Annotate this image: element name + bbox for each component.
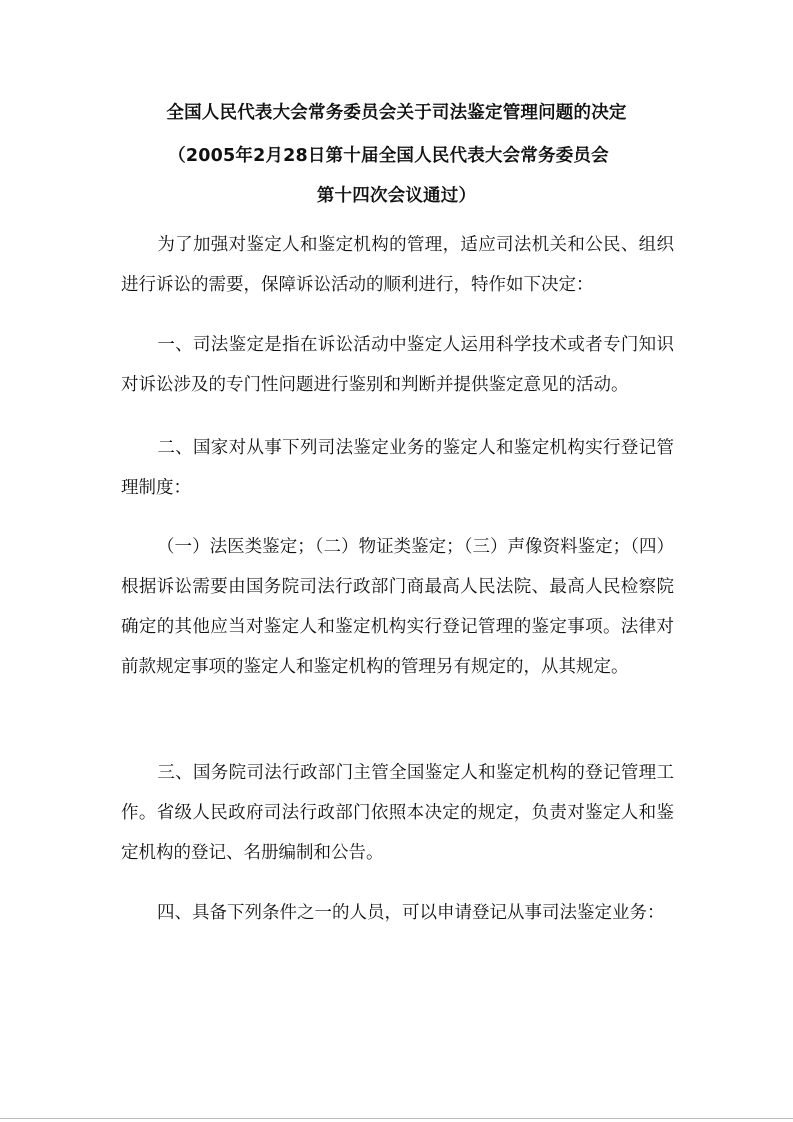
paragraph-text: （一）法医类鉴定；（二）物证类鉴定；（三）声像资料鉴定；（四）根据诉讼需要由国务院司法行政部门商最高人民法院、最高人民检察院确定的其他应当对鉴定人和鉴定机构实行登记管理的鉴定事项。法律对前款规定事项的鉴定人和鉴定机构的管理另有规定的，从其规定。	[121, 537, 674, 677]
paragraph-text: 二、国家对从事下列司法鉴定业务的鉴定人和鉴定机构实行登记管理制度：	[121, 438, 674, 498]
document-subtitle-date: （2005年2月28日第十届全国人民代表大会常务委员会	[168, 146, 609, 166]
document-subtitle-meeting: 第十四次会议通过）	[316, 186, 477, 206]
paragraph-article-2-items	[121, 527, 674, 687]
page-bottom-divider	[0, 1118, 793, 1119]
paragraph-article-4	[121, 893, 674, 933]
paragraph-text: 四、具备下列条件之一的人员，可以申请登记从事司法鉴定业务：	[157, 903, 665, 923]
paragraph-preamble	[121, 225, 674, 305]
paragraph-text: 三、国务院司法行政部门主管全国鉴定人和鉴定机构的登记管理工作。省级人民政府司法行政部门依照本决定的规定，负责对鉴定人和鉴定机构的登记、名册编制和公告。	[121, 763, 674, 863]
paragraph-article-1	[121, 325, 674, 405]
paragraph-article-3	[121, 753, 674, 873]
paragraph-text: 一、司法鉴定是指在诉讼活动中鉴定人运用科学技术或者专门知识对诉讼涉及的专门性问题进行鉴别和判断并提供鉴定意见的活动。	[121, 335, 674, 395]
paragraph-text: 为了加强对鉴定人和鉴定机构的管理，适应司法机关和公民、组织进行诉讼的需要，保障诉讼活动的顺利进行，特作如下决定：	[121, 235, 674, 295]
paragraph-article-2	[121, 428, 674, 508]
document-title: 全国人民代表大会常务委员会关于司法鉴定管理问题的决定	[166, 103, 627, 123]
